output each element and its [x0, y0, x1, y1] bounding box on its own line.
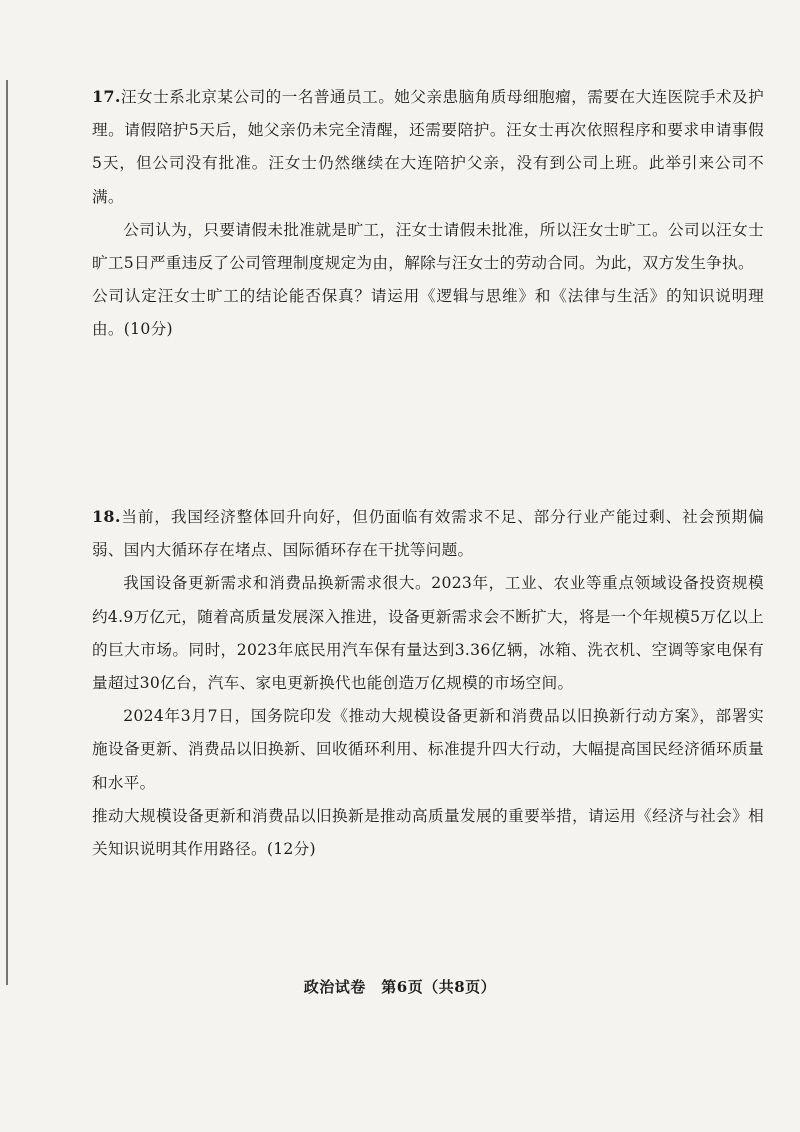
question-18-paragraph-1-text: 当前，我国经济整体回升向好，但仍面临有效需求不足、部分行业产能过剩、社会预期偏弱、国内大循环存在堵点、国际循环存在干扰等问题。	[92, 508, 764, 560]
question-17	[92, 80, 764, 347]
question-18-paragraph-2: 我国设备更新需求和消费品换新需求很大。2023年，工业、农业等重点领域设备投资规模约4.9万亿元，随着高质量发展深入推进，设备更新需求会不断扩大，将是一个年规模5万亿以上的巨大市场。同时，2023年底民用汽车保有量达到3.36亿辆，冰箱、洗衣机、空调等家电保有量超过30亿台，汽车、家电更新换代也能创造万亿规模的市场空间。	[92, 574, 764, 693]
question-17-paragraph-2: 公司认为，只要请假未批准就是旷工，汪女士请假未批准，所以汪女士旷工。公司以汪女士旷工5日严重违反了公司管理制度规定为由，解除与汪女士的劳动合同。为此，双方发生争执。	[92, 220, 764, 273]
question-17-number: 17.	[92, 87, 121, 106]
question-18	[92, 500, 764, 866]
question-18-prompt: 推动大规模设备更新和消费品以旧换新是推动高质量发展的重要举措，请运用《经济与社会》相关知识说明其作用路径。(12分)	[92, 806, 764, 859]
page-footer: 政治试卷 第6页（共8页）	[303, 978, 497, 996]
question-17-paragraph-1	[92, 80, 764, 214]
scan-edge-line	[6, 80, 8, 985]
question-17-prompt: 公司认定汪女士旷工的结论能否保真？请运用《逻辑与思维》和《法律与生活》的知识说明理由。(10分)	[92, 287, 764, 339]
question-18-paragraph-3: 2024年3月7日，国务院印发《推动大规模设备更新和消费品以旧换新行动方案》，部署实施设备更新、消费品以旧换新、回收循环利用、标准提升四大行动，大幅提高国民经济循环质量和水平。	[92, 707, 764, 792]
question-18-paragraph-1	[92, 500, 764, 567]
question-17-paragraph-1-text: 汪女士系北京某公司的一名普通员工。她父亲患脑角质母细胞瘤，需要在大连医院手术及护理。请假陪护5天后，她父亲仍未完全清醒，还需要陪护。汪女士再次依照程序和要求申请事假5天，但公司没有批准。汪女士仍然继续在大连陪护父亲，没有到公司上班。此举引来公司不满。	[92, 88, 764, 206]
question-18-number: 18.	[92, 507, 121, 526]
